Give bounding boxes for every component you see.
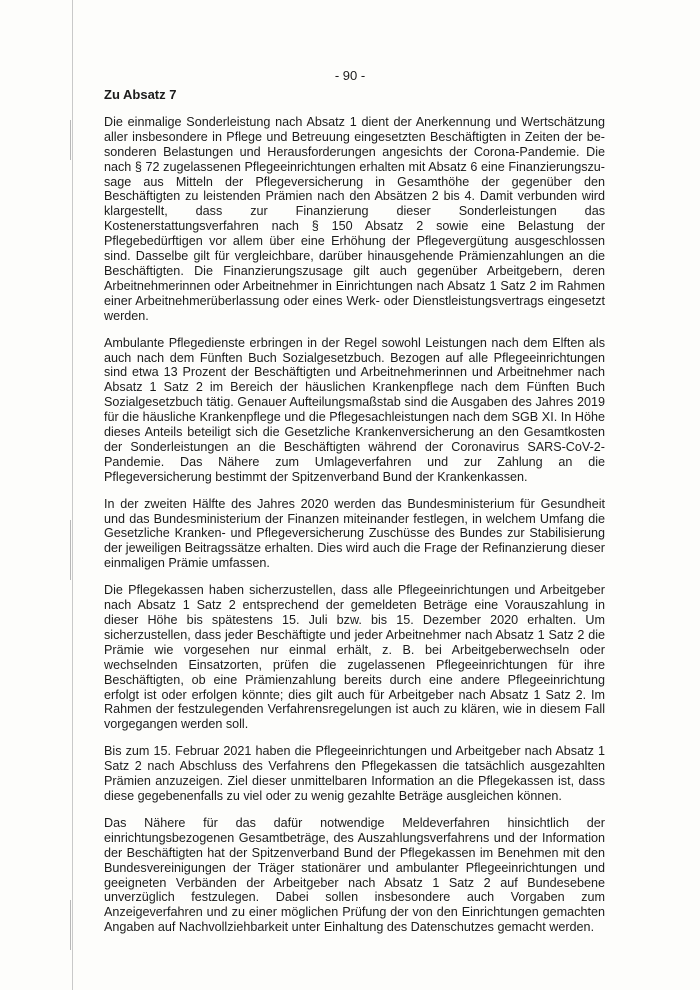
paragraph: Das Nähere für das dafür notwendige Meldeverfahren hinsichtlich der einrichtungsbezogenen Gesamtbeträge, des Auszahlungsverfahrens und der Information der Beschäftigten hat der Spitzenverband Bund der Pflegekassen im Benehmen mit den Bundesvereinigungen der Träger stationärer und ambulanter Pflegeeinrichtungen und geeigneten Verbänden der Arbeitgeber nach Absatz 1 Satz 2 auf Bundesebene unverzüglich festzulegen. Dabei sollen insbesondere auch Vorgaben zum Anzeigeverfahren und zu einer möglichen Prüfung der von den Einrichtungen gemachten Angaben auf Nachvollziehbarkeit unter Einhaltung des Datenschutzes gemacht werden. — [104, 815, 605, 935]
paragraph: In der zweiten Hälfte des Jahres 2020 werden das Bundesministerium für Gesundheit und das Bundesministerium der Finanzen miteinander festlegen, in welchem Umfang die Gesetzliche Kranken- und Pflegeversicherung Zuschüsse des Bundes zur Stabilisierung der jeweiligen Beitragssätze erhalten. Dies wird auch die Frage der Refinanzierung dieser einmaligen Prämie umfassen. — [104, 496, 605, 571]
scan-margin-line — [72, 0, 73, 990]
scan-margin-mark — [70, 120, 71, 160]
paragraph: Ambulante Pflegedienste erbringen in der Regel sowohl Leistungen nach dem Elften als auch nach dem Fünften Buch Sozialgesetzbuch. Bezogen auf alle Pflegeeinrichtungen sind etwa 13 Prozent der Beschäftigten und Arbeitnehmerinnen und Arbeitnehmer nach Absatz 1 Satz 2 im Bereich der häuslichen Krankenpflege nach dem Fünften Buch Sozialgesetzbuch tätig. Genauer Aufteilungsmaßstab sind die Ausgaben des Jahres 2019 für die häusliche Krankenpflege und die Pflegesachleistungen nach dem SGB XI. In Höhe dieses Anteils beteiligt sich die Gesetzliche Krankenversicherung an den Gesamtkosten der Sonderleistungen an die Beschäftigten während der Coronavirus SARS-CoV-2-Pandemie. Das Nähere zum Umlageverfahren und zur Zahlung an die Pflegeversicherung bestimmt der Spitzenverband Bund der Krankenkassen. — [104, 335, 605, 484]
paragraph: Die Pflegekassen haben sicherzustellen, dass alle Pflegeeinrichtungen und Arbeitgeber nach Absatz 1 Satz 2 entsprechend der gemeldeten Beträge eine Vorauszahlung in dieser Höhe bis spätestens 15. Juli bzw. bis 15. Dezember 2020 erhalten. Um sicherzustellen, dass jeder Beschäftigte und jeder Arbeitnehmer nach Absatz 1 Satz 2 die Prämie wie vorgesehen nur einmal erhält, z. B. bei Arbeitgeberwechseln oder wechselnden Einsatzorten, prüfen die zugelassenen Pflegeeinrichtungen für ihre Beschäftigten, ob eine Prämienzahlung bereits durch eine andere Pflegeeinrichtung erfolgt ist oder erfolgen könnte; dies gilt auch für Arbeitgeber nach Absatz 1 Satz 2. Im Rahmen der festzulegenden Verfahrensregelungen ist auch zu klären, wie in diesem Fall vorgegangen werden soll. — [104, 583, 605, 732]
scan-margin-mark — [70, 520, 71, 580]
scan-margin-mark — [70, 900, 71, 950]
paragraph: Die einmalige Sonderleistung nach Absatz 1 dient der Anerkennung und Wertschätzung aller insbesondere in Pflege und Betreuung eingesetzten Beschäftigten in Zeiten der besonderen Belastungen und Herausforderungen angesichts der Corona-Pandemie. Die nach § 72 zugelassenen Pflegeeinrichtungen erhalten mit Absatz 6 eine Finanzierungszusage aus Mitteln der Pflegeversicherung in Gesamthöhe der gegenüber den Beschäftigten zu leistenden Prämien nach den Absätzen 2 bis 4. Damit verbunden wird klargestellt, dass zur Finanzierung dieser Sonderleistungen das Kostenerstattungsverfahren nach § 150 Absatz 2 sowie eine Belastung der Pflegebedürftigen vor allem über eine Erhöhung der Pflegevergütung ausgeschlossen sind. Dasselbe gilt für vergleichbare, darüber hinausgehende Prämienzahlungen an die Beschäftigten. Die Finanzierungszusage gilt auch gegenüber Arbeitgebern, deren Arbeitnehmerinnen oder Arbeitnehmer in Einrichtungen nach Absatz 1 Satz 2 im Rahmen einer Arbeitnehmerüberlassung oder eines Werk- oder Dienstleistungsvertrags eingesetzt werden. — [104, 114, 605, 323]
paragraph: Bis zum 15. Februar 2021 haben die Pflegeeinrichtungen und Arbeitgeber nach Absatz 1 Satz 2 nach Abschluss des Verfahrens den Pflegekassen die tatsächlich ausgezahlten Prämien anzuzeigen. Ziel dieser unmittelbaren Information an die Pflegekassen ist, dass diese gegebenenfalls zu viel oder zu wenig gezahlte Beträge ausgleichen können. — [104, 744, 605, 803]
section-heading: Zu Absatz 7 — [104, 87, 177, 102]
page-number: - 90 - — [334, 68, 366, 83]
document-body — [104, 88, 605, 947]
